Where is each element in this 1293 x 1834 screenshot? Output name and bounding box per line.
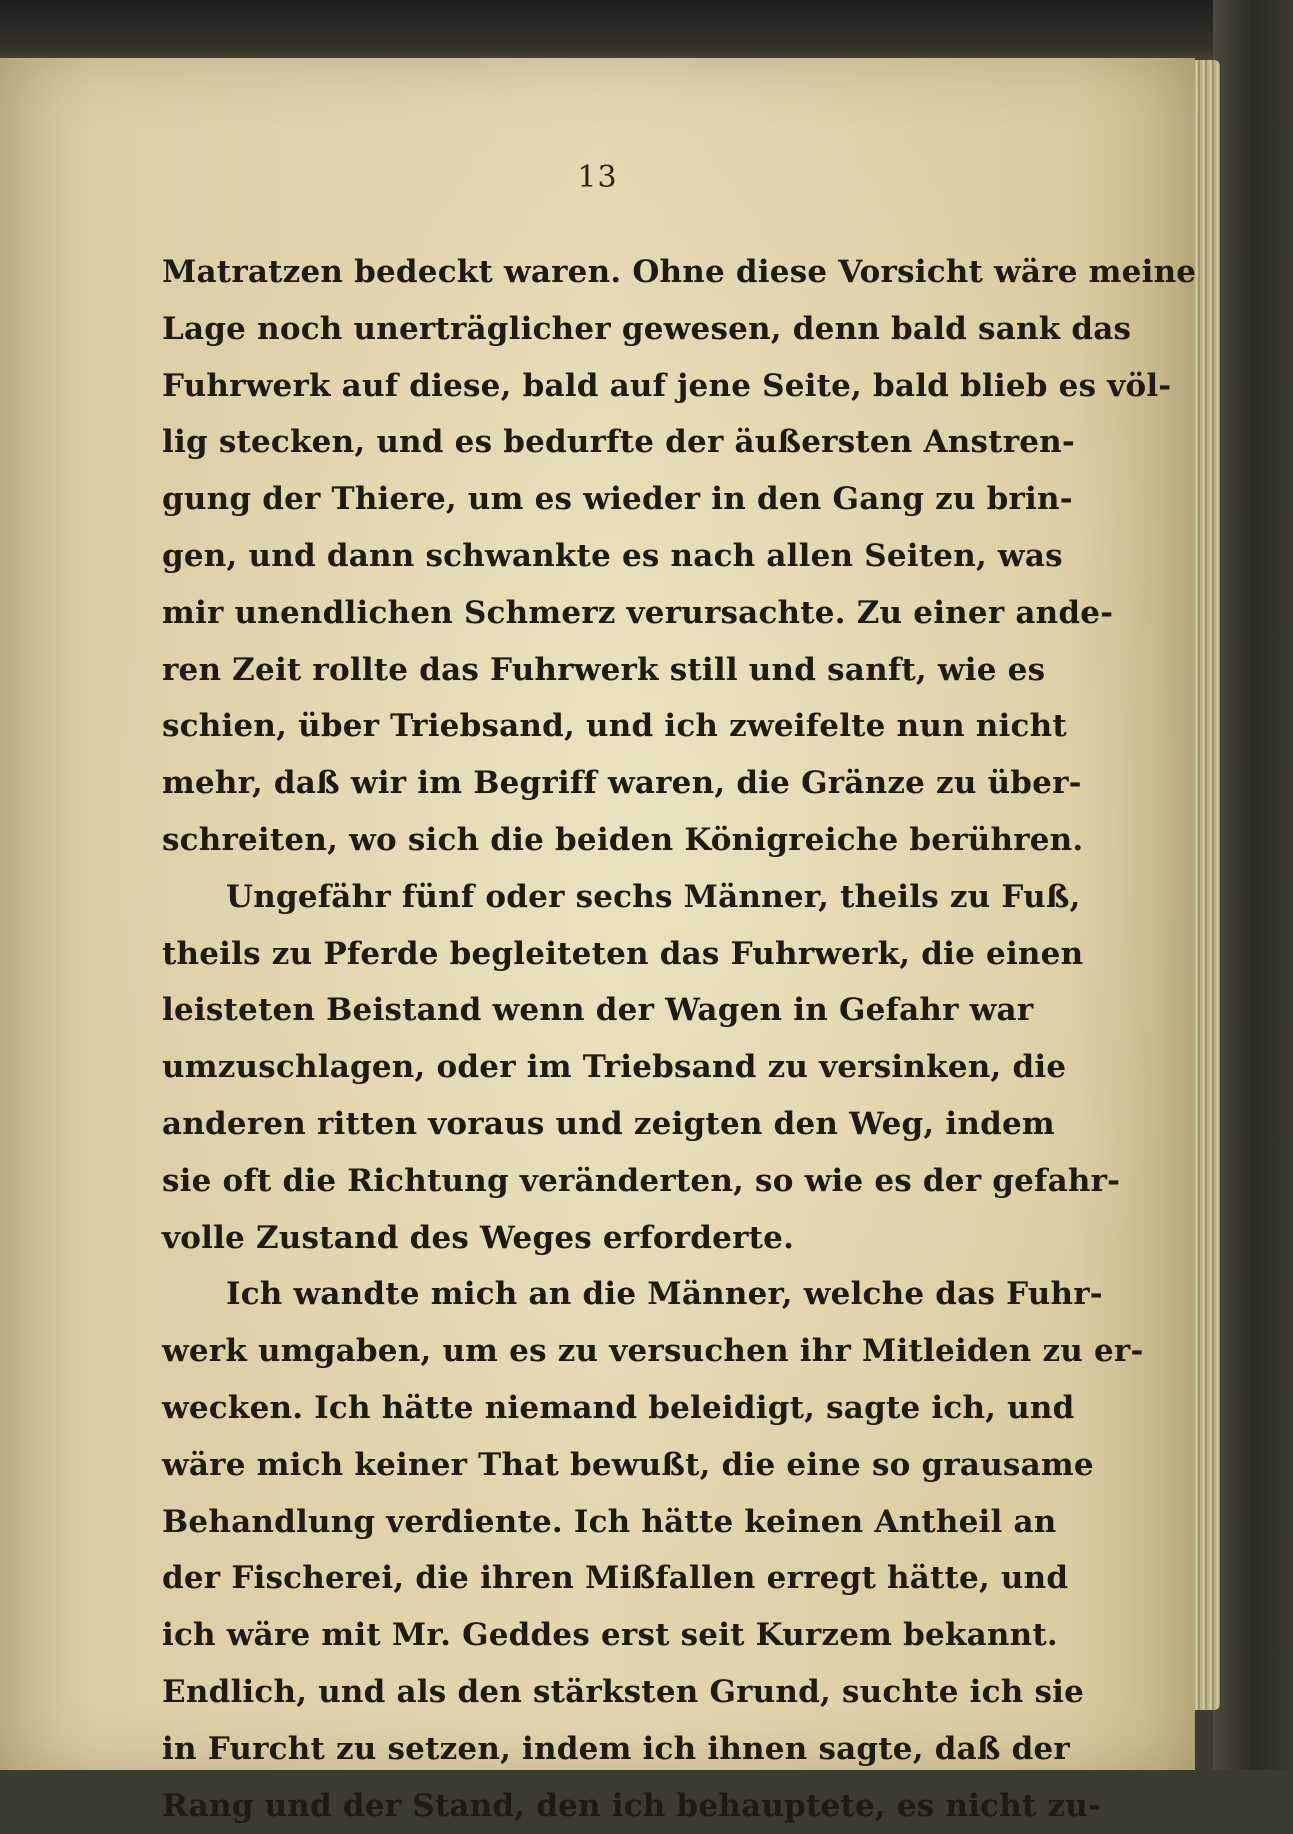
text-line: leisteten Beistand wenn der Wagen in Gefahr war — [162, 992, 1034, 1029]
book-cover-right — [1213, 0, 1293, 1770]
text-line: ich wäre mit Mr. Geddes erst seit Kurzem bekannt. — [162, 1617, 1058, 1654]
text-line: ren Zeit rollte das Fuhrwerk still und sanft, wie es — [162, 651, 1046, 688]
text-line: werk umgaben, um es zu versuchen ihr Mitleiden zu er- — [162, 1333, 1144, 1370]
text-line: sie oft die Richtung veränderten, so wie es der gefahr- — [162, 1162, 1121, 1199]
text-line: wäre mich keiner That bewußt, die eine so grausame — [162, 1446, 1094, 1483]
text-line: gen, und dann schwankte es nach allen Seiten, was — [162, 537, 1063, 574]
body-text — [162, 244, 1197, 1834]
text-line: schien, über Triebsand, und ich zweifelte nun nicht — [162, 708, 1067, 745]
text-line: volle Zustand des Weges erforderte. — [162, 1219, 795, 1256]
text-line: Ich wandte mich an die Männer, welche das Fuhr- — [226, 1276, 1103, 1313]
text-line: Endlich, und als den stärksten Grund, suchte ich sie — [162, 1673, 1084, 1710]
text-line: schreiten, wo sich die beiden Königreiche berühren. — [162, 821, 1084, 858]
text-line: gung der Thiere, um es wieder in den Gang zu brin- — [162, 481, 1073, 518]
text-line: mir unendlichen Schmerz verursachte. Zu einer ande- — [162, 594, 1114, 631]
text-line: Lage noch unerträglicher gewesen, denn bald sank das — [162, 310, 1132, 347]
text-line: anderen ritten voraus und zeigten den Weg, indem — [162, 1105, 1055, 1142]
text-line: in Furcht zu setzen, indem ich ihnen sagte, daß der — [162, 1730, 1070, 1767]
text-line: theils zu Pferde begleiteten das Fuhrwerk, die einen — [162, 935, 1084, 972]
text-line: mehr, daß wir im Begriff waren, die Gränze zu über- — [162, 765, 1082, 802]
book-page — [0, 58, 1197, 1824]
text-line: Rang und der Stand, den ich behauptete, es nicht zu- — [162, 1787, 1102, 1824]
text-line: umzuschlagen, oder im Triebsand zu versinken, die — [162, 1049, 1067, 1086]
page-number: 13 — [577, 160, 618, 195]
text-line: wecken. Ich hätte niemand beleidigt, sagte ich, und — [162, 1389, 1075, 1426]
text-line: der Fischerei, die ihren Mißfallen erregt hätte, und — [162, 1560, 1069, 1597]
text-line: Behandlung verdiente. Ich hätte keinen Antheil an — [162, 1503, 1057, 1540]
text-line: Matratzen bedeckt waren. Ohne diese Vorsicht wäre meine — [162, 254, 1197, 290]
text-line: Ungefähr fünf oder sechs Männer, theils zu Fuß, — [226, 878, 1081, 915]
text-line: Fuhrwerk auf diese, bald auf jene Seite, bald blieb es völ- — [162, 367, 1172, 404]
text-line: lig stecken, und es bedurfte der äußersten Anstren- — [162, 424, 1075, 461]
